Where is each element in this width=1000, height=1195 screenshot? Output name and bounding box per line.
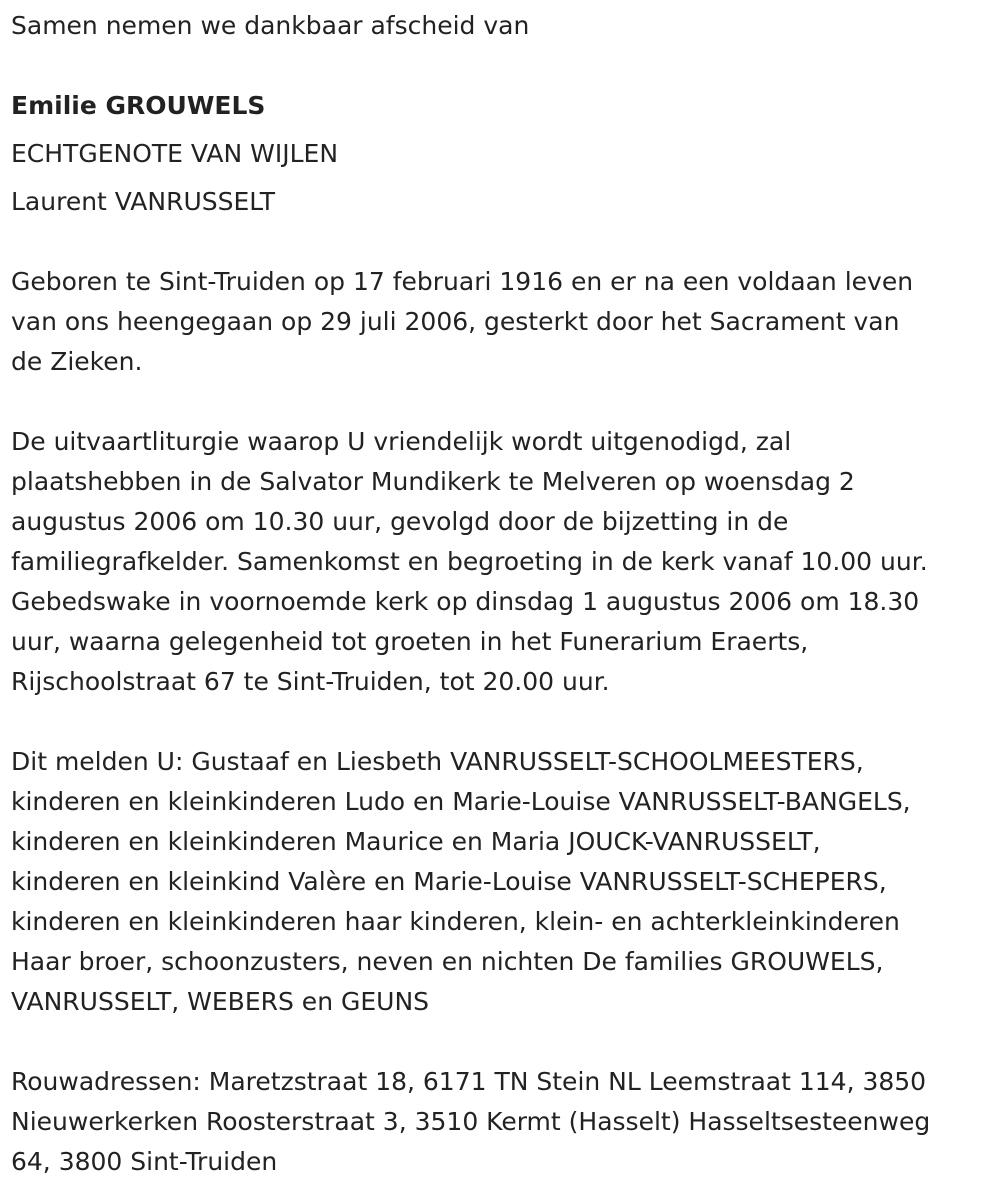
funeral-line: Rijschoolstraat 67 te Sint-Truiden, tot 20.00 uur. — [11, 667, 610, 696]
birth-paragraph — [11, 262, 994, 382]
family-line: Dit melden U: Gustaaf en Liesbeth VANRUSSELT-SCHOOLMEESTERS, — [11, 747, 864, 776]
funeral-line: De uitvaartliturgie waarop U vriendelijk wordt uitgenodigd, zal — [11, 427, 792, 456]
address-line: Rouwadressen: Maretzstraat 18, 6171 TN Stein NL Leemstraat 114, 3850 — [11, 1067, 927, 1096]
birth-line: Geboren te Sint-Truiden op 17 februari 1916 en er na een voldaan leven — [11, 267, 914, 296]
birth-line: van ons heengegaan op 29 juli 2006, gesterkt door het Sacrament van — [11, 307, 900, 336]
funeral-line: Gebedswake in voornoemde kerk op dinsdag 1 augustus 2006 om 18.30 — [11, 587, 920, 616]
birth-line: de Zieken. — [11, 347, 143, 376]
family-line: kinderen en kleinkinderen Ludo en Marie-Louise VANRUSSELT-BANGELS, — [11, 787, 911, 816]
funeral-line: augustus 2006 om 10.30 uur, gevolgd door de bijzetting in de — [11, 507, 789, 536]
family-line: VANRUSSELT, WEBERS en GEUNS — [11, 987, 430, 1016]
family-line: kinderen en kleinkinderen Maurice en Maria JOUCK-VANRUSSELT, — [11, 827, 821, 856]
funeral-line: familiegrafkelder. Samenkomst en begroeting in de kerk vanaf 10.00 uur. — [11, 547, 928, 576]
relation-text: ECHTGENOTE VAN WIJLEN — [11, 139, 339, 168]
funeral-line: uur, waarna gelegenheid tot groeten in het Funerarium Eraerts, — [11, 627, 809, 656]
family-line: Haar broer, schoonzusters, neven en nichten De families GROUWELS, — [11, 947, 884, 976]
spouse-name: Laurent VANRUSSELT — [11, 187, 276, 216]
address-line: Nieuwerkerken Roosterstraat 3, 3510 Kermt (Hasselt) Hasseltsesteenweg — [11, 1107, 931, 1136]
address-line: 64, 3800 Sint-Truiden — [11, 1147, 278, 1176]
funeral-paragraph — [11, 422, 994, 702]
deceased-name: Emilie GROUWELS — [11, 91, 266, 120]
family-line: kinderen en kleinkinderen haar kinderen, klein- en achterkleinkinderen — [11, 907, 900, 936]
funeral-line: plaatshebben in de Salvator Mundikerk te Melveren op woensdag 2 — [11, 467, 855, 496]
family-paragraph — [11, 742, 994, 1022]
intro-text: Samen nemen we dankbaar afscheid van — [11, 11, 530, 40]
address-paragraph — [11, 1062, 994, 1182]
family-line: kinderen en kleinkind Valère en Marie-Louise VANRUSSELT-SCHEPERS, — [11, 867, 887, 896]
